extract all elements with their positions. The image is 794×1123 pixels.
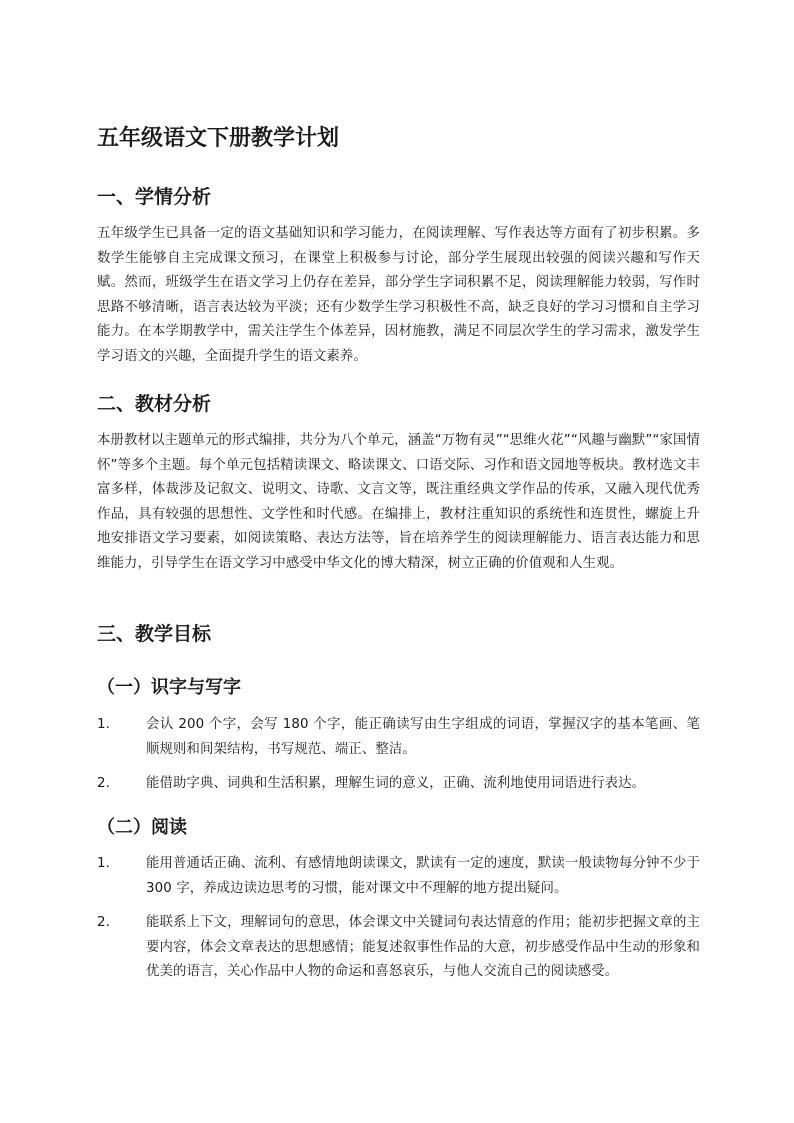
list-item-number: 1. <box>97 717 110 732</box>
list-item-text: 能联系上下文，理解词句的意思，体会课文中关键词句表达情意的作用；能初步把握文章的主要内容，体会文章表达的思想感情；能复述叙事性作品的大意，初步感受作品中生动的形象和优美的语言，关心作品中人物的命运和喜怒哀乐，与他人交流自己的阅读感受。 <box>146 915 700 979</box>
student-analysis-paragraph: 五年级学生已具备一定的语文基础知识和学习能力，在阅读理解、写作表达等方面有了初步积累。多数学生能够自主完成课文预习，在课堂上积极参与讨论，部分学生展现出较强的阅读兴趣和写作天赋。然而，班级学生在语文学习上仍存在差异，部分学生字词积累不足，阅读理解能力较弱，写作时思路不够清晰，语言表达较为平淡；还有少数学生学习积极性不高，缺乏良好的学习习惯和自主学习能力。在本学期教学中，需关注学生个体差异，因材施教，满足不同层次学生的学习需求，激发学生学习语文的兴趣，全面提升学生的语文素养。 <box>97 226 700 364</box>
textbook-analysis-paragraph: 本册教材以主题单元的形式编排，共分为八个单元，涵盖“万物有灵”“思维火花”“风趣与幽默”“家国情怀”等多个主题。每个单元包括精读课文、略读课文、口语交际、习作和语文园地等板块。教材选文丰富多样，体裁涉及记叙文、说明文、诗歌、文言文等，既注重经典文学作品的传承，又融入现代优秀作品，具有较强的思想性、文学性和时代感。在编排上，教材注重知识的系统性和连贯性，螺旋上升地安排语文学习要素，如阅读策略、表达方法等，旨在培养学生的阅读理解能力、语言表达能力和思维能力，引导学生在语文学习中感受中华文化的博大精深，树立正确的价值观和人生观。 <box>97 433 700 571</box>
section-heading-teaching-goals: 三、教学目标 <box>97 623 212 645</box>
list-item-number: 1. <box>97 856 110 871</box>
document-title: 五年级语文下册教学计划 <box>97 126 340 151</box>
list-item <box>97 911 700 985</box>
reading-goals-list <box>97 852 700 995</box>
list-item-number: 2. <box>97 776 110 791</box>
list-item <box>97 713 700 762</box>
list-item-text: 会认 200 个字，会写 180 个字，能正确读写由生字组成的词语，掌握汉字的基本笔画、笔顺规则和间架结构，书写规范、端正、整洁。 <box>146 717 700 757</box>
section-heading-student-analysis: 一、学情分析 <box>97 186 212 208</box>
list-item <box>97 852 700 901</box>
list-item <box>97 772 700 797</box>
section-heading-textbook-analysis: 二、教材分析 <box>97 393 212 415</box>
subsection-heading-reading: （二）阅读 <box>97 817 187 838</box>
list-item-text: 能用普通话正确、流利、有感情地朗读课文，默读有一定的速度，默读一般读物每分钟不少于 300 字，养成边读边思考的习惯，能对课文中不理解的地方提出疑问。 <box>146 856 700 896</box>
list-item-number: 2. <box>97 915 110 930</box>
subsection-heading-literacy: （一）识字与写字 <box>97 677 241 698</box>
literacy-goals-list <box>97 713 700 807</box>
list-item-text: 能借助字典、词典和生活积累，理解生词的意义，正确、流利地使用词语进行表达。 <box>146 776 646 791</box>
